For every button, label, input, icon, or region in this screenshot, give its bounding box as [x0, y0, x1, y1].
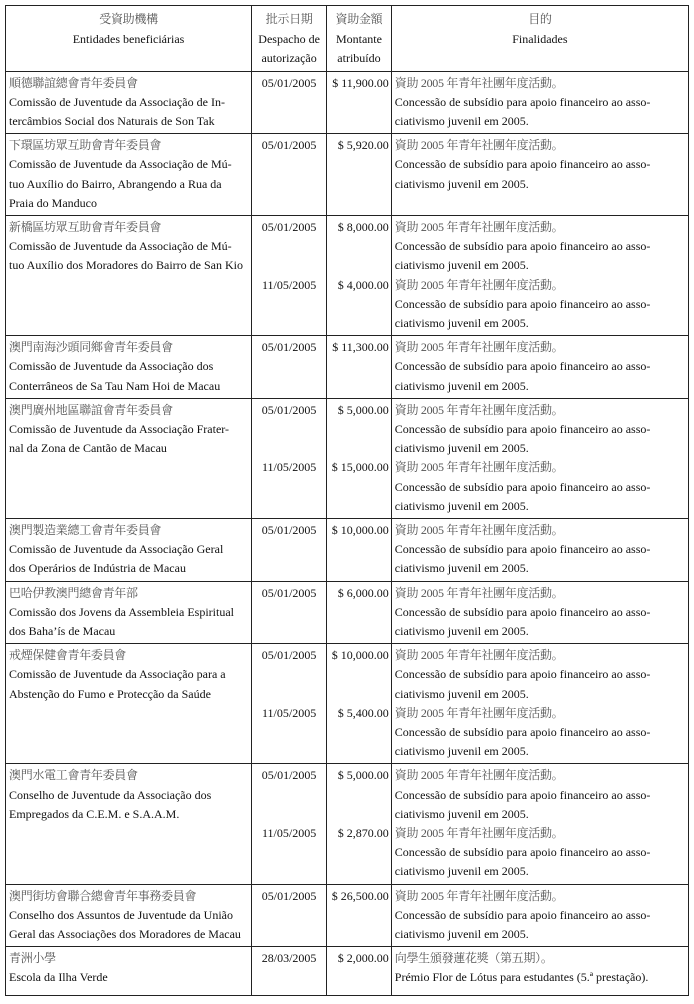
purpose-cell: [391, 884, 688, 947]
purpose-pt-line: Prémio Flor de Lótus para estudantes (5.ª prestação).: [394, 970, 649, 985]
purpose-cell: [391, 644, 688, 764]
table-row: [6, 947, 689, 996]
grant-amount: $ 10,000.00: [331, 648, 389, 663]
purpose-zh: 資助 2005 年青年社團年度活動。: [394, 138, 564, 153]
purpose-cell: [391, 215, 688, 335]
purpose-pt-line: Concessão de subsídio para apoio financeiro ao asso-: [394, 604, 651, 619]
entity-name-pt-line: Praia do Manduco: [9, 195, 97, 210]
purpose-cell: [391, 947, 688, 996]
grant-date-block: [253, 218, 325, 276]
grant-purpose-block: [395, 401, 685, 459]
purpose-pt-line: ciativismo juvenil em 2005.: [394, 623, 529, 638]
purpose-pt-line: Concessão de subsídio para apoio financeiro ao asso-: [394, 845, 651, 860]
entity-name-zh: 澳門水電工會青年委員會: [9, 768, 138, 783]
purpose-pt-line: Concessão de subsídio para apoio financeiro ao asso-: [394, 479, 651, 494]
header-entity: [6, 6, 252, 72]
purpose-pt-line: ciativismo juvenil em 2005.: [394, 744, 529, 759]
grant-amount-block: [328, 584, 389, 603]
grant-purpose-block: [395, 74, 685, 132]
purpose-zh: 資助 2005 年青年社團年度活動。: [394, 888, 564, 903]
purpose-pt-line: Concessão de subsídio para apoio financeiro ao asso-: [394, 667, 651, 682]
entity-cell: [6, 336, 252, 399]
grant-date: 05/01/2005: [261, 219, 317, 234]
amount-cell: [327, 764, 392, 884]
grant-date-block: [253, 824, 325, 843]
amount-cell: [327, 581, 392, 644]
entity-cell: [6, 398, 252, 518]
purpose-pt-line: ciativismo juvenil em 2005.: [394, 686, 529, 701]
purpose-zh: 資助 2005 年青年社團年度活動。: [394, 402, 564, 417]
purpose-zh: 資助 2005 年青年社團年度活動。: [394, 340, 564, 355]
entity-name-pt-line: Empregados da C.E.M. e S.A.A.M.: [9, 806, 180, 821]
date-cell: [252, 644, 327, 764]
grant-date: 05/01/2005: [261, 340, 317, 355]
date-cell: [252, 336, 327, 399]
date-cell: [252, 71, 327, 134]
entity-name-pt-line: Geral das Associações dos Moradores de Macau: [9, 926, 241, 941]
purpose-cell: [391, 336, 688, 399]
grant-date-block: [253, 136, 325, 155]
grant-date: 11/05/2005: [261, 825, 317, 840]
header-amount: [327, 6, 392, 72]
purpose-pt-line: Concessão de subsídio para apoio financeiro ao asso-: [394, 907, 651, 922]
grant-amount-block: [328, 824, 389, 843]
entity-cell: [6, 581, 252, 644]
header-date-zh: 批示日期: [265, 12, 313, 26]
purpose-pt-line: ciativismo juvenil em 2005.: [394, 378, 529, 393]
grant-date-block: [253, 949, 325, 968]
purpose-zh: 資助 2005 年青年社團年度活動。: [394, 219, 564, 234]
grant-purpose-block: [395, 887, 685, 945]
purpose-zh: 資助 2005 年青年社團年度活動。: [394, 585, 564, 600]
grant-purpose-block: [395, 458, 685, 516]
purpose-pt-line: ciativismo juvenil em 2005.: [394, 498, 529, 513]
entity-name-pt-line: Conselho de Juventude da Associação dos: [9, 787, 212, 802]
purpose-pt-line: ciativismo juvenil em 2005.: [394, 176, 529, 191]
date-cell: [252, 947, 327, 996]
grant-date: 05/01/2005: [261, 585, 317, 600]
header-purpose: [391, 6, 688, 72]
grant-amount-block: [328, 401, 389, 459]
purpose-pt-line: ciativismo juvenil em 2005.: [394, 926, 529, 941]
purpose-zh: 資助 2005 年青年社團年度活動。: [394, 825, 564, 840]
header-date-pt-1: Despacho de: [258, 31, 320, 46]
entity-name-pt-line: Comissão de Juventude da Associação dos: [9, 359, 214, 374]
purpose-pt-line: ciativismo juvenil em 2005.: [394, 864, 529, 879]
purpose-pt-line: ciativismo juvenil em 2005.: [394, 441, 529, 456]
grant-date-block: [253, 338, 325, 357]
grant-amount-block: [328, 276, 389, 295]
amount-cell: [327, 947, 392, 996]
entity-name-pt-line: Comissão de Juventude da Associação de Mú-: [9, 157, 232, 172]
grant-date-block: [253, 584, 325, 603]
header-purpose-zh: 目的: [528, 12, 552, 26]
grant-amount-block: [328, 136, 389, 155]
amount-cell: [327, 215, 392, 335]
grant-amount: $ 15,000.00: [331, 460, 389, 475]
table-row: [6, 518, 689, 581]
amount-cell: [327, 644, 392, 764]
grant-amount-block: [328, 887, 389, 906]
table-row: [6, 644, 689, 764]
purpose-cell: [391, 764, 688, 884]
header-entity-pt: Entidades beneficiárias: [72, 31, 185, 46]
table-row: [6, 884, 689, 947]
table-row: [6, 336, 689, 399]
grant-amount: $ 2,000.00: [337, 951, 389, 966]
grant-date-block: [253, 766, 325, 824]
grant-purpose-block: [395, 136, 685, 194]
purpose-pt-line: ciativismo juvenil em 2005.: [394, 113, 529, 128]
grant-date-block: [253, 887, 325, 906]
grant-amount-block: [328, 74, 389, 93]
grant-amount: $ 10,000.00: [331, 522, 389, 537]
date-cell: [252, 518, 327, 581]
purpose-zh: 資助 2005 年青年社團年度活動。: [394, 277, 564, 292]
grant-date: 05/01/2005: [261, 75, 317, 90]
grant-amount-block: [328, 338, 389, 357]
header-purpose-pt: Finalidades: [512, 31, 568, 46]
entity-name-pt-line: dos Baha’ís de Macau: [9, 623, 116, 638]
entity-name-zh: 澳門街坊會聯合總會青年事務委員會: [9, 888, 197, 903]
purpose-zh: 向學生頒發蓮花獎（第五期）。: [394, 951, 553, 966]
purpose-cell: [391, 134, 688, 216]
grant-purpose-block: [395, 704, 685, 762]
grant-amount: $ 26,500.00: [331, 888, 389, 903]
date-cell: [252, 581, 327, 644]
entity-name-zh: 澳門廣州地區聯誼會青年委員會: [9, 402, 173, 417]
entity-name-zh: 澳門南海沙頭同鄉會青年委員會: [9, 340, 173, 355]
table-row: [6, 134, 689, 216]
header-amount-pt-1: Montante: [335, 31, 382, 46]
grant-amount-block: [328, 521, 389, 540]
entity-name-pt-line: nal da Zona de Cantão de Macau: [9, 441, 167, 456]
amount-cell: [327, 336, 392, 399]
entity-name-pt-line: Comissão dos Jovens da Assembleia Espiritual: [9, 604, 234, 619]
date-cell: [252, 764, 327, 884]
entity-name-pt-line: Escola da Ilha Verde: [9, 970, 108, 985]
grant-amount: $ 5,000.00: [337, 402, 389, 417]
entity-cell: [6, 134, 252, 216]
purpose-pt-line: Concessão de subsídio para apoio financeiro ao asso-: [394, 542, 651, 557]
grant-amount-block: [328, 766, 389, 824]
grant-purpose-block: [395, 824, 685, 882]
grant-purpose-block: [395, 646, 685, 704]
grant-amount: $ 2,870.00: [337, 825, 389, 840]
header-entity-zh: 受資助機構: [99, 12, 158, 26]
grant-purpose-block: [395, 521, 685, 579]
purpose-zh: 資助 2005 年青年社團年度活動。: [394, 75, 564, 90]
amount-cell: [327, 518, 392, 581]
entity-name-pt-line: Comissão de Juventude da Associação Frater-: [9, 421, 230, 436]
header-date-pt-2: autorização: [261, 51, 317, 65]
grant-date-block: [253, 646, 325, 704]
purpose-pt-line: Concessão de subsídio para apoio financeiro ao asso-: [394, 359, 651, 374]
grant-date: 05/01/2005: [261, 138, 317, 153]
purpose-zh: 資助 2005 年青年社團年度活動。: [394, 522, 564, 537]
purpose-zh: 資助 2005 年青年社團年度活動。: [394, 460, 564, 475]
grant-date-block: [253, 458, 325, 477]
purpose-cell: [391, 71, 688, 134]
grant-amount-block: [328, 704, 389, 723]
entity-name-zh: 戒煙保健會青年委員會: [9, 648, 127, 663]
date-cell: [252, 134, 327, 216]
entity-name-zh: 澳門製造業總工會青年委員會: [9, 522, 162, 537]
grant-purpose-block: [395, 218, 685, 276]
grant-date: 05/01/2005: [261, 648, 317, 663]
grant-date-block: [253, 401, 325, 459]
header-amount-zh: 資助金額: [335, 12, 383, 26]
grant-purpose-block: [395, 584, 685, 642]
grant-date: 05/01/2005: [261, 402, 317, 417]
grant-purpose-block: [395, 949, 685, 987]
entity-name-pt-line: tuo Auxílio do Bairro, Abrangendo a Rua da: [9, 176, 222, 191]
entity-name-zh: 順德聯誼總會青年委員會: [9, 75, 138, 90]
grant-amount: $ 5,000.00: [337, 768, 389, 783]
amount-cell: [327, 884, 392, 947]
purpose-cell: [391, 398, 688, 518]
entity-cell: [6, 947, 252, 996]
purpose-zh: 資助 2005 年青年社團年度活動。: [394, 648, 564, 663]
purpose-pt-line: Concessão de subsídio para apoio financeiro ao asso-: [394, 787, 651, 802]
entity-name-pt-line: tercâmbios Social dos Naturais de Son Tak: [9, 113, 215, 128]
entity-cell: [6, 71, 252, 134]
grant-amount-block: [328, 218, 389, 276]
grant-amount: $ 4,000.00: [337, 277, 389, 292]
purpose-pt-line: ciativismo juvenil em 2005.: [394, 315, 529, 330]
grant-amount: $ 8,000.00: [337, 219, 389, 234]
grant-date: 11/05/2005: [261, 460, 317, 475]
table-row: [6, 215, 689, 335]
entity-name-pt-line: Comissão de Juventude da Associação Geral: [9, 542, 224, 557]
entity-cell: [6, 215, 252, 335]
entity-name-pt-line: Conselho dos Assuntos de Juventude da União: [9, 907, 233, 922]
header-date: [252, 6, 327, 72]
grant-amount: $ 6,000.00: [337, 585, 389, 600]
purpose-zh: 資助 2005 年青年社團年度活動。: [394, 768, 564, 783]
purpose-pt-line: ciativismo juvenil em 2005.: [394, 806, 529, 821]
grant-date-block: [253, 704, 325, 723]
table-row: [6, 581, 689, 644]
entity-name-pt-line: tuo Auxílio dos Moradores do Bairro de San Kio: [9, 258, 243, 273]
entity-name-zh: 新橋區坊眾互助會青年委員會: [9, 219, 162, 234]
entity-name-pt-line: dos Operários de Indústria de Macau: [9, 561, 186, 576]
amount-cell: [327, 134, 392, 216]
purpose-pt-line: ciativismo juvenil em 2005.: [394, 258, 529, 273]
grant-date-block: [253, 521, 325, 540]
purpose-cell: [391, 581, 688, 644]
header-amount-pt-2: atribuído: [337, 51, 381, 65]
grant-amount-block: [328, 949, 389, 968]
table-row: [6, 71, 689, 134]
purpose-pt-line: Concessão de subsídio para apoio financeiro ao asso-: [394, 296, 651, 311]
entity-name-pt-line: Conterrâneos de Sa Tau Nam Hoi de Macau: [9, 378, 221, 393]
grant-date: 05/01/2005: [261, 768, 317, 783]
table-row: [6, 398, 689, 518]
table-row: [6, 764, 689, 884]
subsidy-table: [5, 5, 689, 996]
purpose-pt-line: Concessão de subsídio para apoio financeiro ao asso-: [394, 94, 651, 109]
date-cell: [252, 884, 327, 947]
grant-date-block: [253, 276, 325, 295]
purpose-pt-line: ciativismo juvenil em 2005.: [394, 561, 529, 576]
grant-amount-block: [328, 458, 389, 477]
grant-amount: $ 5,400.00: [337, 705, 389, 720]
entity-cell: [6, 518, 252, 581]
purpose-cell: [391, 518, 688, 581]
purpose-pt-line: Concessão de subsídio para apoio financeiro ao asso-: [394, 421, 651, 436]
grant-purpose-block: [395, 338, 685, 396]
purpose-pt-line: Concessão de subsídio para apoio financeiro ao asso-: [394, 724, 651, 739]
entity-name-pt-line: Comissão de Juventude da Associação de Mú-: [9, 239, 232, 254]
entity-cell: [6, 764, 252, 884]
grant-date: 05/01/2005: [261, 888, 317, 903]
entity-name-pt-line: Comissão de Juventude da Associação de In-: [9, 94, 225, 109]
grant-purpose-block: [395, 766, 685, 824]
entity-name-zh: 青洲小學: [9, 951, 56, 966]
grant-date: 05/01/2005: [261, 522, 317, 537]
grant-purpose-block: [395, 276, 685, 334]
date-cell: [252, 398, 327, 518]
table-header-row: [6, 6, 689, 72]
grant-amount: $ 11,900.00: [332, 75, 389, 90]
grant-amount-block: [328, 646, 389, 704]
grant-amount: $ 11,300.00: [332, 340, 389, 355]
grant-date: 11/05/2005: [261, 277, 317, 292]
grant-amount: $ 5,920.00: [337, 138, 389, 153]
entity-name-pt-line: Abstenção do Fumo e Protecção da Saúde: [9, 686, 211, 701]
entity-name-zh: 巴哈伊教澳門總會青年部: [9, 585, 138, 600]
purpose-pt-line: Concessão de subsídio para apoio financeiro ao asso-: [394, 157, 651, 172]
entity-cell: [6, 884, 252, 947]
grant-date: 28/03/2005: [261, 951, 317, 966]
purpose-zh: 資助 2005 年青年社團年度活動。: [394, 705, 564, 720]
entity-name-zh: 下環區坊眾互助會青年委員會: [9, 138, 162, 153]
amount-cell: [327, 398, 392, 518]
date-cell: [252, 215, 327, 335]
grant-date: 11/05/2005: [261, 705, 317, 720]
entity-name-pt-line: Comissão de Juventude da Associação para a: [9, 667, 226, 682]
grant-date-block: [253, 74, 325, 93]
amount-cell: [327, 71, 392, 134]
purpose-pt-line: Concessão de subsídio para apoio financeiro ao asso-: [394, 239, 651, 254]
entity-cell: [6, 644, 252, 764]
